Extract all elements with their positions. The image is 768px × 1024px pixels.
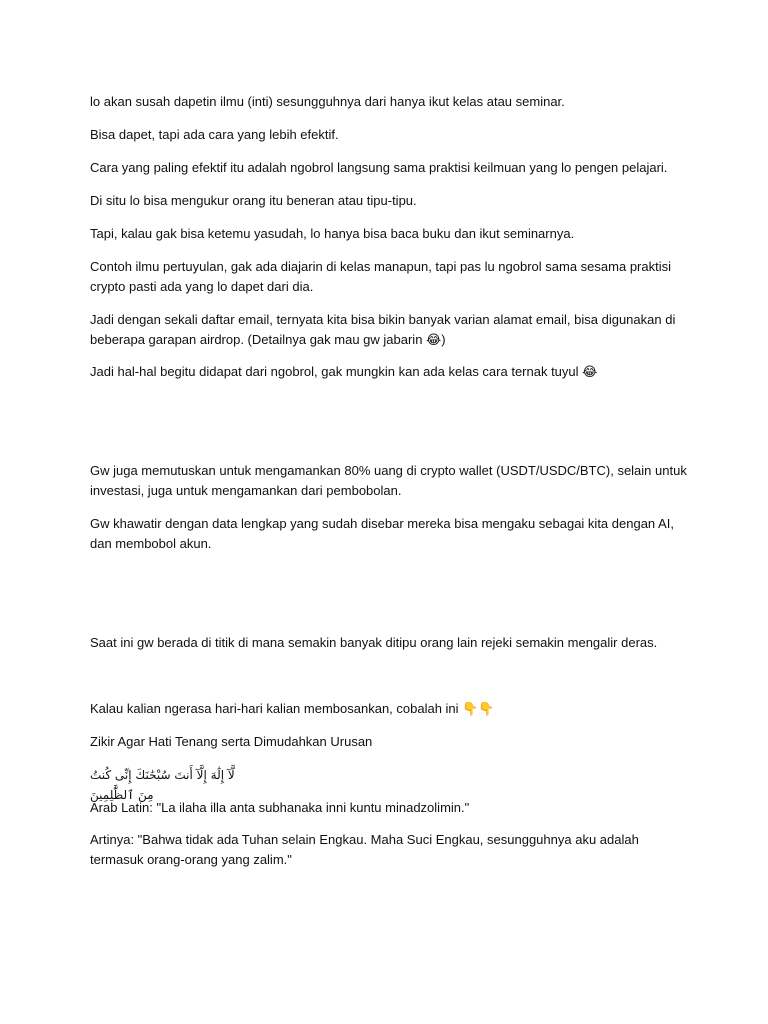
- arabic-verse: لَّآ إِلَٰهَ إِلَّآ أَنتَ سُبْحَٰنَكَ إِنِّى كُنتُ مِنَ ٱلظَّٰلِمِينَ: [90, 768, 235, 802]
- paragraph-3: Cara yang paling efektif itu adalah ngobrol langsung sama praktisi keilmuan yang lo pengen pelajari.: [90, 160, 668, 175]
- paragraph-8: Jadi hal-hal begitu didapat dari ngobrol, gak mungkin kan ada kelas cara ternak tuyul 😂: [90, 364, 598, 379]
- paragraph-4: Di situ lo bisa mengukur orang itu beneran atau tipu-tipu.: [90, 193, 417, 208]
- zikir-title: Zikir Agar Hati Tenang serta Dimudahkan Urusan: [90, 734, 373, 749]
- arab-latin-line: Arab Latin: "La ilaha illa anta subhanaka inni kuntu minadzolimin.": [90, 800, 470, 815]
- paragraph-10: Gw khawatir dengan data lengkap yang sudah disebar mereka bisa mengaku sebagai kita dengan AI, dan membobol akun.: [90, 516, 674, 551]
- paragraph-9: Gw juga memutuskan untuk mengamankan 80% uang di crypto wallet (USDT/USDC/BTC), selain untuk investasi, juga untuk mengamankan dari pembobolan.: [90, 463, 687, 498]
- translation-paragraph: Artinya: "Bahwa tidak ada Tuhan selain Engkau. Maha Suci Engkau, sesungguhnya aku adalah termasuk orang-orang yang zalim.": [90, 832, 639, 867]
- paragraph-6: Contoh ilmu pertuyulan, gak ada diajarin di kelas manapun, tapi pas lu ngobrol sama sesama praktisi crypto pasti ada yang lo dapet dari dia.: [90, 259, 671, 294]
- paragraph-11: Saat ini gw berada di titik di mana semakin banyak ditipu orang lain rejeki semakin mengalir deras.: [90, 635, 658, 650]
- paragraph-1: lo akan susah dapetin ilmu (inti) sesungguhnya dari hanya ikut kelas atau seminar.: [90, 94, 565, 109]
- paragraph-12: Kalau kalian ngerasa hari-hari kalian membosankan, cobalah ini 👇👇: [90, 701, 495, 716]
- paragraph-5: Tapi, kalau gak bisa ketemu yasudah, lo hanya bisa baca buku dan ikut seminarnya.: [90, 226, 575, 241]
- paragraph-7: Jadi dengan sekali daftar email, ternyata kita bisa bikin banyak varian alamat email, bisa digunakan di beberapa garapan airdrop. (Detailnya gak mau gw jabarin 😂): [90, 312, 676, 347]
- paragraph-2: Bisa dapet, tapi ada cara yang lebih efektif.: [90, 127, 339, 142]
